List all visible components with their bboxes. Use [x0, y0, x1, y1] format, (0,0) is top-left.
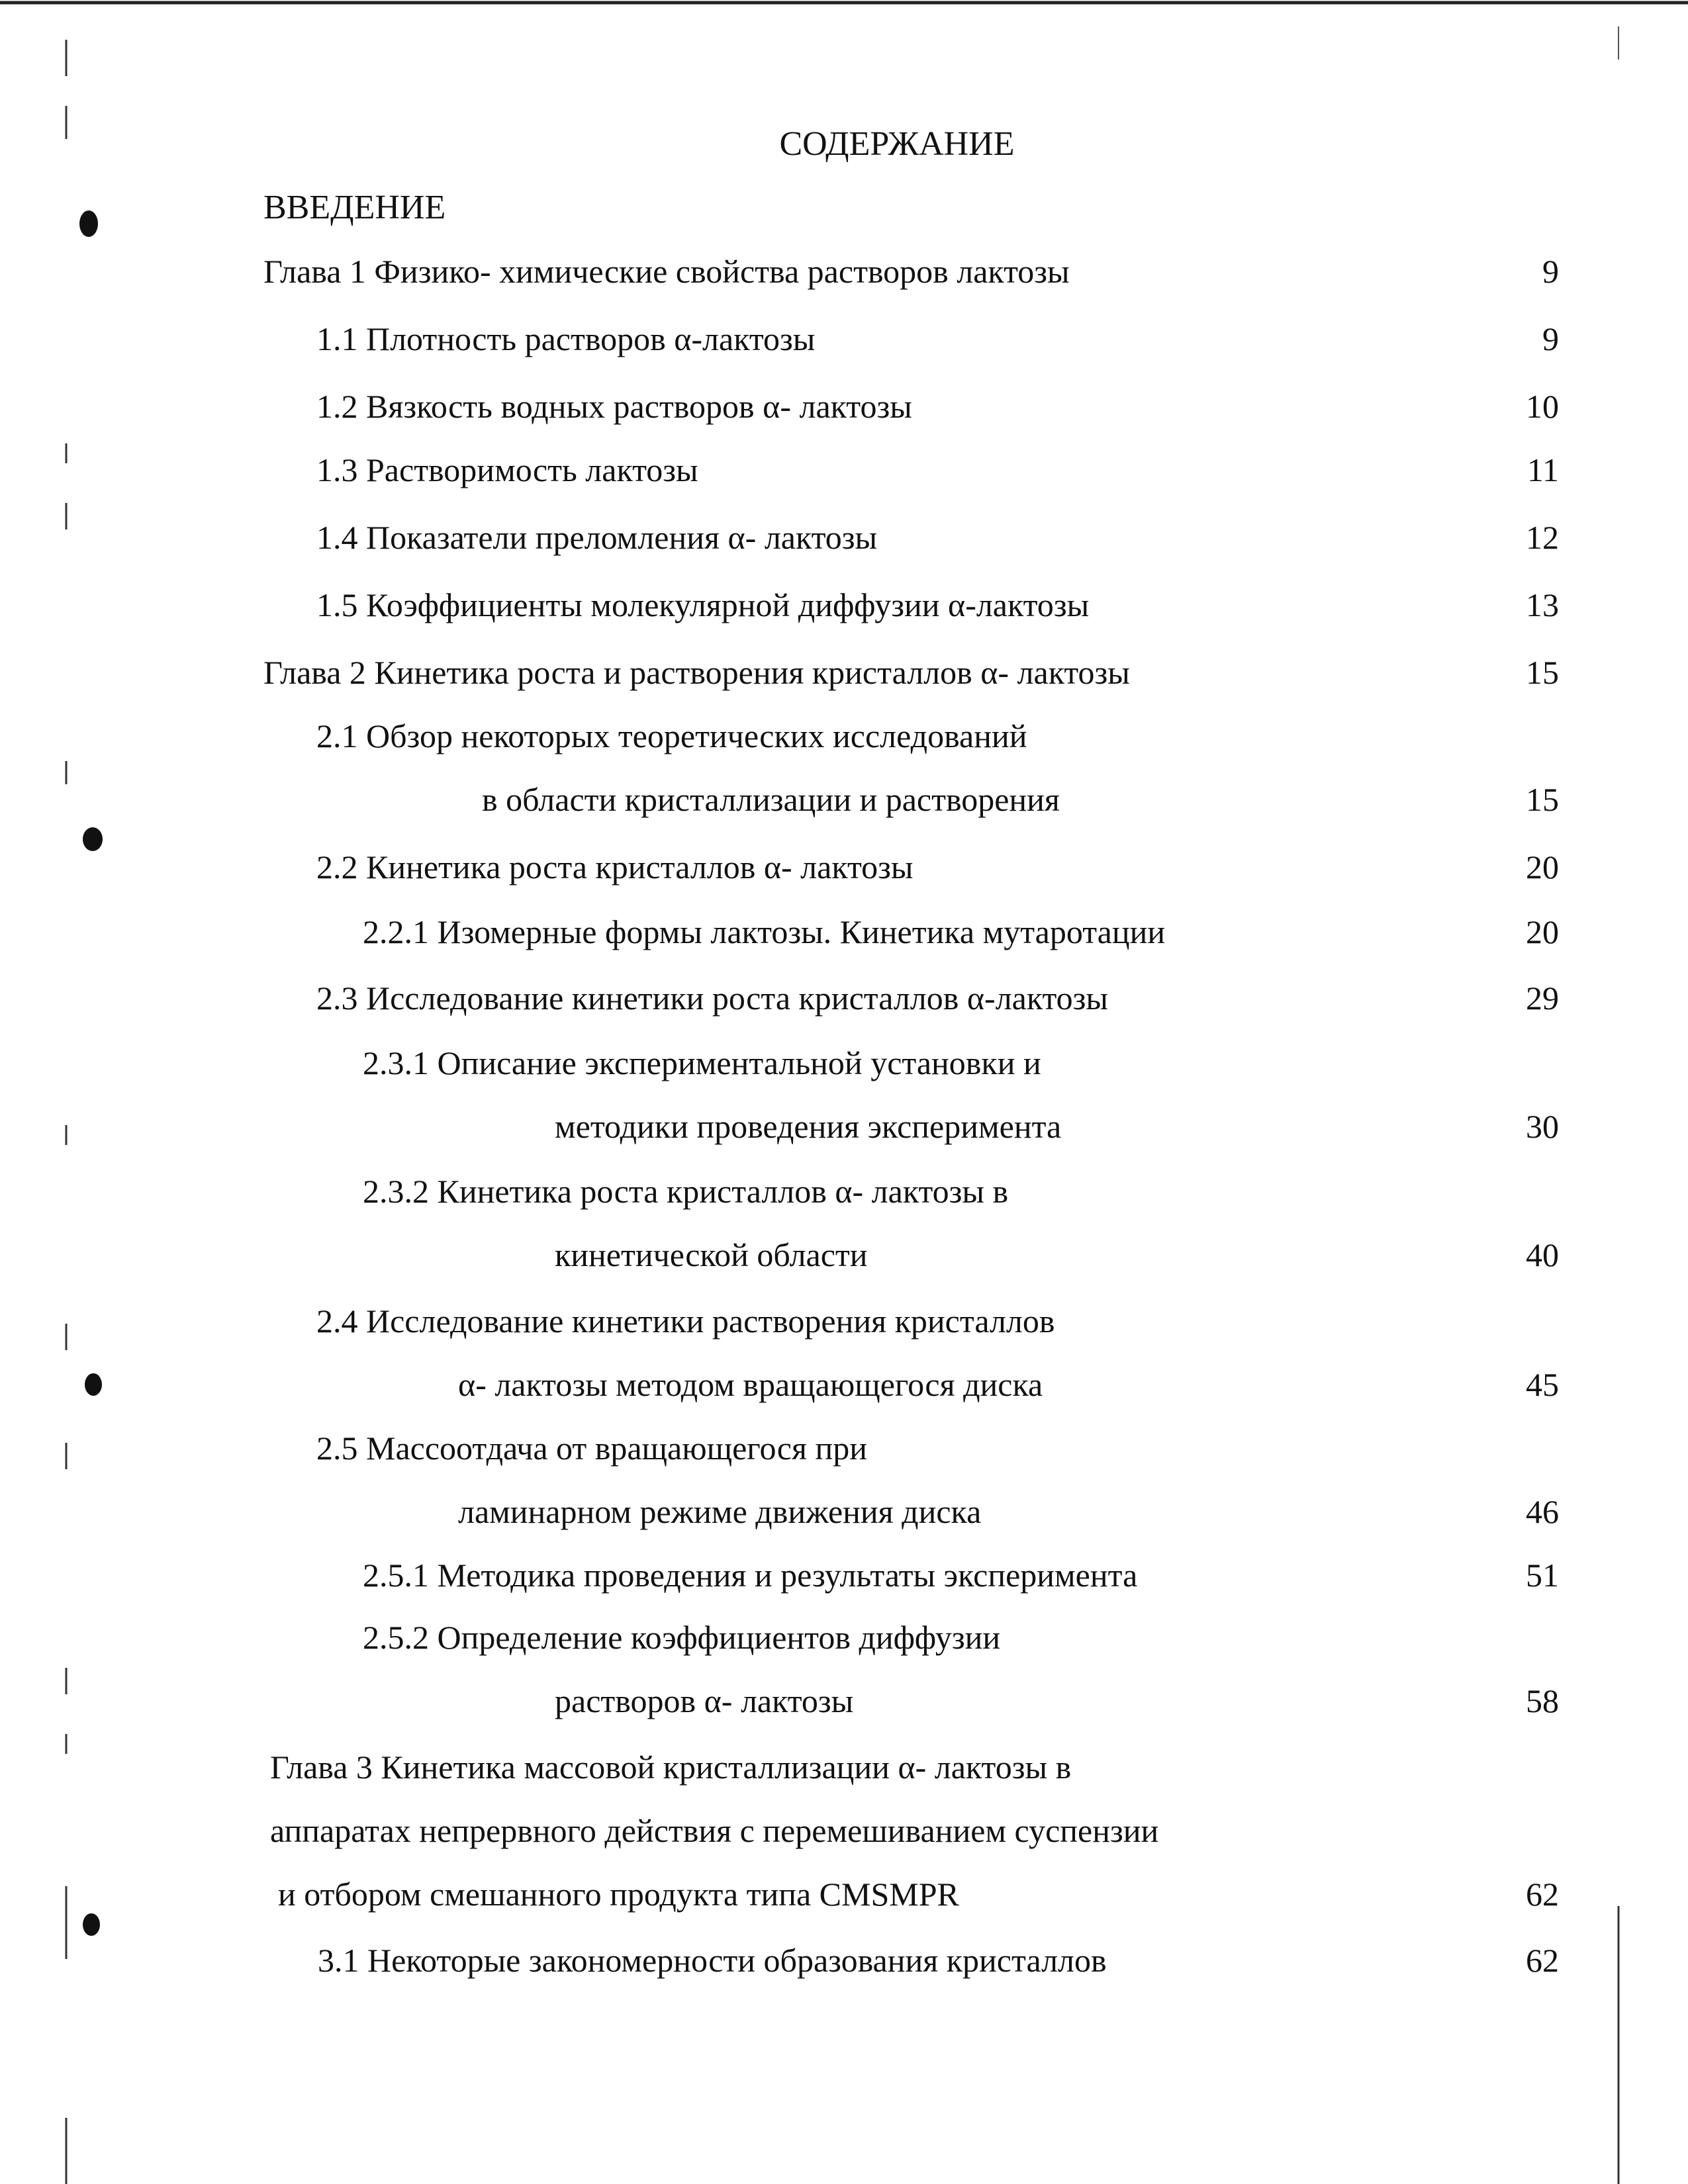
- toc-entry-label: ламинарном режиме движения диска: [458, 1493, 982, 1530]
- toc-entry-line: [0, 387, 1688, 446]
- toc-entry-page-number: 9: [1542, 253, 1559, 290]
- toc-entry-label: 2.5.1 Методика проведения и результаты эксперимента: [363, 1557, 1138, 1594]
- toc-entry-page-number: 11: [1526, 451, 1559, 488]
- toc-entry-label: и отбором смешанного продукта типа CMSMPR: [278, 1876, 959, 1913]
- toc-entry-line: [0, 1940, 1688, 2000]
- toc-entry-line: [0, 1301, 1688, 1361]
- toc-entry-line: [0, 319, 1688, 379]
- toc-entry-line: [0, 1171, 1688, 1231]
- toc-entry-page-number: 10: [1526, 388, 1559, 425]
- toc-entry-label: растворов α- лактозы: [555, 1682, 854, 1719]
- toc-entry-label: Глава 3 Кинетика массовой кристаллизации α- лактозы в: [270, 1749, 1072, 1786]
- toc-entry-line: [0, 1617, 1688, 1677]
- toc-entry-line: [0, 450, 1688, 510]
- page-title: СОДЕРЖАНИЕ: [779, 125, 1015, 163]
- toc-entry-line: [0, 1874, 1688, 1934]
- toc-entry-page-number: 9: [1542, 320, 1559, 357]
- toc-entry-label: Глава 2 Кинетика роста и растворения кристаллов α- лактозы: [263, 654, 1130, 691]
- toc-entry-line: [0, 1747, 1688, 1807]
- toc-entry-line: [0, 1043, 1688, 1103]
- toc-entry-page-number: 40: [1526, 1236, 1559, 1273]
- toc-entry-label: 2.3 Исследование кинетики роста кристаллов α-лактозы: [316, 979, 1109, 1017]
- toc-entry-line: [0, 1492, 1688, 1551]
- toc-entry-label: в области кристаллизации и растворения: [482, 781, 1060, 818]
- toc-entry-label: аппаратах непрервного действия с перемешиванием суспензии: [270, 1812, 1159, 1849]
- toc-entry-page-number: 45: [1526, 1366, 1559, 1403]
- toc-introduction: ВВЕДЕНИЕ: [263, 189, 446, 226]
- binder-hole: [79, 210, 98, 237]
- toc-entry-line: [0, 518, 1688, 577]
- toc-entry-label: 2.5.2 Определение коэффициентов диффузии: [363, 1619, 1001, 1656]
- toc-entry-line: [0, 653, 1688, 712]
- toc-entry-page-number: 20: [1526, 848, 1559, 886]
- toc-entry-page-number: 58: [1526, 1682, 1559, 1719]
- toc-entry-line: [0, 912, 1688, 972]
- toc-entry-line: [0, 1555, 1688, 1615]
- toc-entry-label: 1.1 Плотность растворов α-лактозы: [316, 320, 816, 357]
- toc-entry-page-number: 15: [1526, 654, 1559, 691]
- toc-entry-line: [0, 1235, 1688, 1295]
- toc-entry-page-number: 20: [1526, 913, 1559, 950]
- toc-entry-label: α- лактозы методом вращающегося диска: [458, 1366, 1043, 1403]
- toc-entry-label: Глава 1 Физико- химические свойства растворов лактозы: [263, 253, 1070, 290]
- toc-entry-label: 3.1 Некоторые закономерности образования кристаллов: [318, 1942, 1107, 1979]
- toc-entry-label: 1.5 Коэффициенты молекулярной диффузии α-лактозы: [316, 586, 1090, 623]
- toc-entry-page-number: 51: [1526, 1557, 1559, 1594]
- toc-entry-label: 1.4 Показатели преломления α- лактозы: [316, 519, 878, 556]
- toc-entry-line: [0, 780, 1688, 839]
- toc-entry-line: [0, 1428, 1688, 1488]
- toc-entry-label: 2.5 Массоотдача от вращающегося при: [316, 1430, 867, 1467]
- toc-entry-label: методики проведения эксперимента: [555, 1108, 1062, 1145]
- toc-entry-label: 2.1 Обзор некоторых теоретических исследований: [316, 717, 1027, 754]
- toc-entry-page-number: 29: [1526, 979, 1559, 1017]
- toc-entry-label: 1.3 Растворимость лактозы: [316, 451, 698, 488]
- toc-entry-page-number: 15: [1526, 781, 1559, 818]
- toc-entry-page-number: 62: [1526, 1876, 1559, 1913]
- toc-entry-label: 2.4 Исследование кинетики растворения кристаллов: [316, 1302, 1055, 1340]
- toc-entry-label: 1.2 Вязкость водных растворов α- лактозы: [316, 388, 912, 425]
- toc-entry-line: [0, 1811, 1688, 1870]
- toc-entry-label: 2.3.1 Описание экспериментальной установки и: [363, 1044, 1041, 1081]
- toc-entry-page-number: 12: [1526, 519, 1559, 556]
- toc-entry-line: [0, 1681, 1688, 1741]
- toc-entry-label: 2.2.1 Изомерные формы лактозы. Кинетика мутаротации: [363, 913, 1166, 950]
- toc-entry-page-number: 30: [1526, 1108, 1559, 1145]
- toc-entry-page-number: 13: [1526, 586, 1559, 623]
- toc-entry-line: [0, 847, 1688, 907]
- toc-entry-label: кинетической области: [555, 1236, 868, 1273]
- toc-entry-label: 2.3.2 Кинетика роста кристаллов α- лактозы в: [363, 1173, 1009, 1210]
- toc-entry-line: [0, 251, 1688, 311]
- toc-entry-label: 2.2 Кинетика роста кристаллов α- лактозы: [316, 848, 914, 886]
- toc-entry-line: [0, 716, 1688, 776]
- toc-entry-line: [0, 1365, 1688, 1424]
- toc-entry-line: [0, 978, 1688, 1038]
- toc-entry-page-number: 62: [1526, 1942, 1559, 1979]
- toc-entry-page-number: 46: [1526, 1493, 1559, 1530]
- toc-entry-line: [0, 1107, 1688, 1166]
- toc-entry-line: [0, 585, 1688, 645]
